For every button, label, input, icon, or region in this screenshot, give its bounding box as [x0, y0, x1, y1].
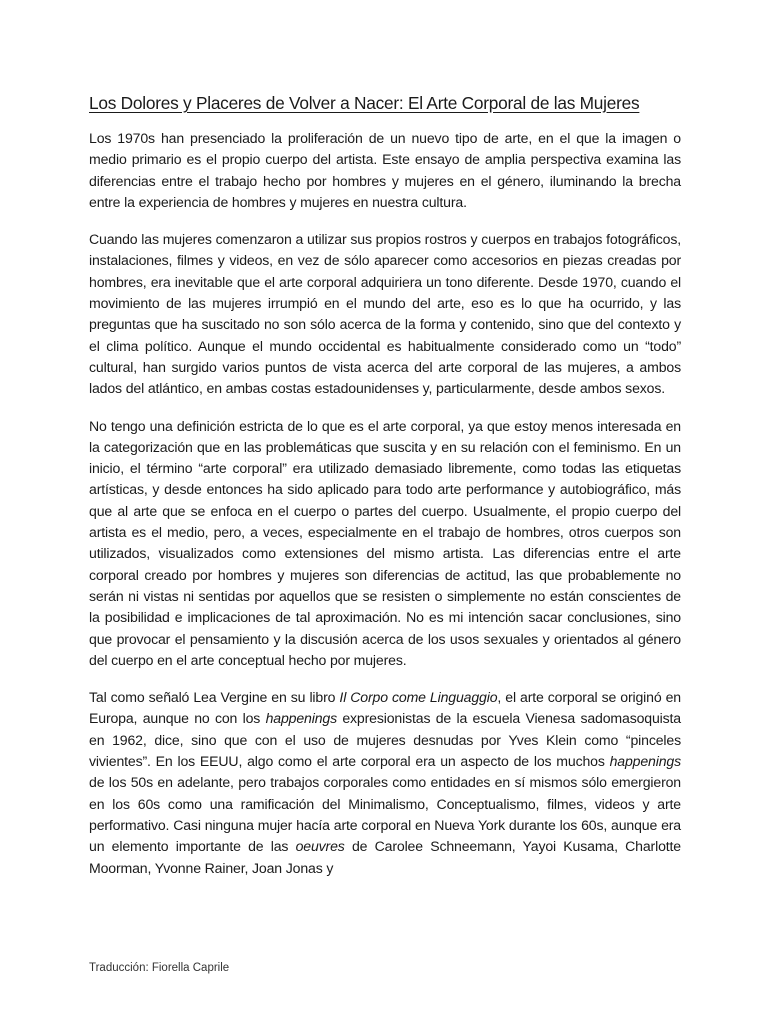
- document-page: [89, 90, 681, 879]
- italic-term-happenings: happenings: [609, 753, 681, 770]
- italic-term-happenings: happenings: [265, 710, 337, 727]
- translator-credit: Traducción: Fiorella Caprile: [89, 962, 230, 974]
- italic-term-oeuvres: oeuvres: [295, 838, 345, 855]
- paragraph-origins: [89, 687, 681, 879]
- text-span: de los 50s en adelante, pero trabajos corporales como entidades en sí mismos sólo emergieron en los 60s como una ramificación del Minimalismo, Conceptualismo, filmes, videos y arte performativo. Casi ninguna mujer hacía arte corporal en Nueva York durante los 60s, aunque era un elemento importante de las: [89, 774, 681, 855]
- text-span: de Carolee Schneemann, Yayoi Kusama, Charlotte Moorman, Yvonne Rainer, Joan Jonas y: [89, 838, 681, 876]
- document-title: Los Dolores y Placeres de Volver a Nacer: El Arte Corporal de las Mujeres: [89, 93, 640, 113]
- paragraph-definition: No tengo una definición estricta de lo que es el arte corporal, ya que estoy menos interesada en la categorización que en las problemáticas que suscita y en su relación con el feminismo. En un inicio, el término “arte corporal” era utilizado demasiado libremente, como todas las etiquetas artísticas, y desde entonces ha sido aplicado para todo arte performance y autobiográfico, más que al arte que se enfoca en el cuerpo o partes del cuerpo. Usualmente, el propio cuerpo del artista es el medio, pero, a veces, especialmente en el trabajo de hombres, otros cuerpos son utilizados, visualizados como extensiones del mismo artista. Las diferencias entre el arte corporal creado por hombres y mujeres son diferencias de actitud, las que probablemente no serán ni vistas ni sentidas por aquellos que se resisten o simplemente no están conscientes de la posibilidad e implicaciones de tal aproximación. No es mi intención sacar conclusiones, sino que provocar el pensamiento y la discusión acerca de los usos sexuales y orientados al género del cuerpo en el arte conceptual hecho por mujeres.: [89, 417, 681, 668]
- paragraph-body-art-tone: Cuando las mujeres comenzaron a utilizar sus propios rostros y cuerpos en trabajos fotográficos, instalaciones, filmes y videos, en vez de sólo aparecer como accesorios en piezas creadas por hombres, era inevitable que el arte corporal adquiriera un tono diferente. Desde 1970, cuando el movimiento de las mujeres irrumpió en el mundo del arte, eso es lo que ha ocurrido, y las preguntas que ha suscitado no son sólo acerca de la forma y contenido, sino que del contexto y el clima político. Aunque el mundo occidental es habitualmente considerado como un “todo” cultural, han surgido varios puntos de vista acerca del arte corporal de las mujeres, a ambos lados del atlántico, en ambas costas estadounidenses y, particularmente, desde ambos sexos.: [89, 231, 681, 397]
- book-title: Il Corpo come Linguaggio: [339, 689, 498, 706]
- text-span: , el arte corporal se originó en Europa, aunque no con los: [89, 689, 681, 727]
- paragraph-intro: Los 1970s han presenciado la proliferación de un nuevo tipo de arte, en el que la imagen o medio primario es el propio cuerpo del artista. Este ensayo de amplia perspectiva examina las diferencias entre el trabajo hecho por hombres y mujeres en el género, iluminando la brecha entre la experiencia de hombres y mujeres en nuestra cultura.: [89, 130, 681, 210]
- text-span: expresionistas de la escuela Vienesa sadomasoquista en 1962, dice, sino que con el uso de mujeres desnudas por Yves Klein como “pinceles vivientes”. En los EEUU, algo como el arte corporal era un aspecto de los muchos: [89, 710, 681, 770]
- text-span: Tal como señaló Lea Vergine en su libro: [89, 689, 340, 706]
